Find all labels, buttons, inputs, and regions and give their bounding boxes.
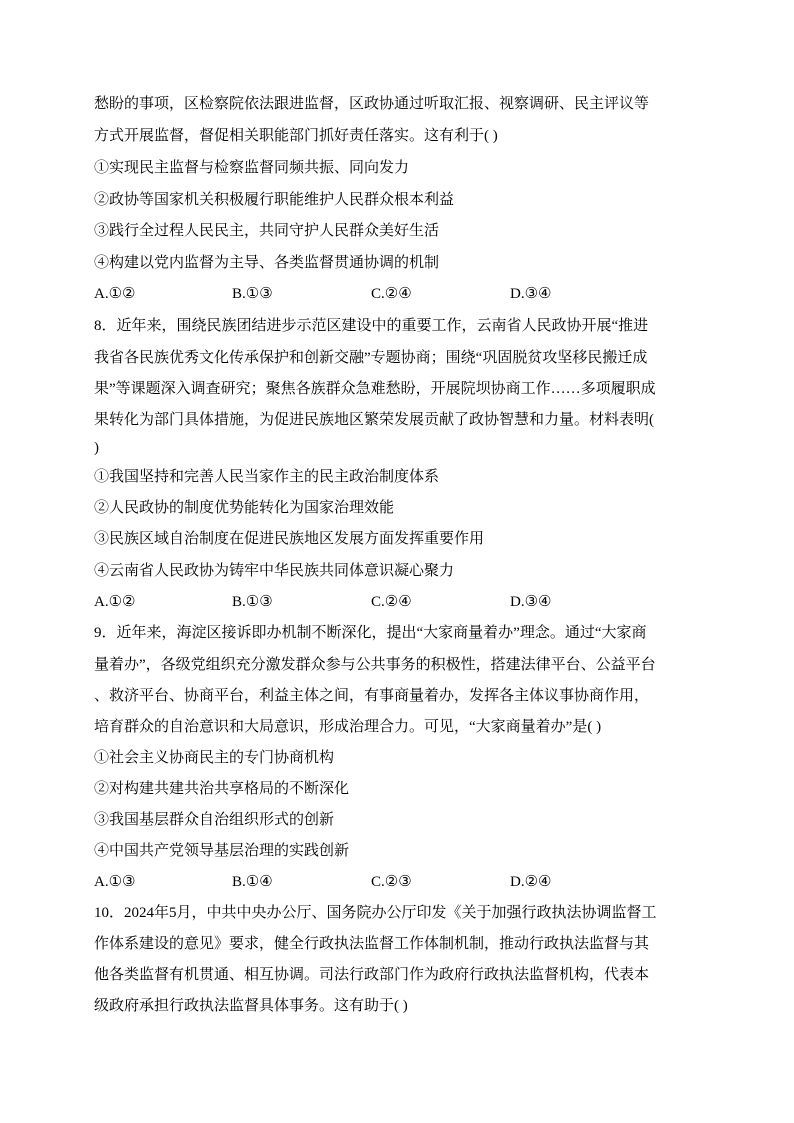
q10-stem-line-3: 他各类监督有机贯通、相互协调。司法行政部门作为政府行政执法监督机构，代表本 <box>94 967 650 983</box>
q9-option-c: C.②③ <box>371 874 412 890</box>
q7-options <box>94 284 714 304</box>
q9-option-b: B.①④ <box>232 874 273 890</box>
q8-item-3: ③民族区域自治制度在促进民族地区发展方面发挥重要作用 <box>94 531 485 547</box>
q9-item-4: ④中国共产党领导基层治理的实践创新 <box>94 843 350 859</box>
q8-option-a: A.①② <box>94 594 136 610</box>
q8-options <box>94 592 714 612</box>
q9-option-a: A.①③ <box>94 874 136 890</box>
q9-options <box>94 872 714 892</box>
q7-option-b: B.①③ <box>232 286 273 302</box>
q7-stem-line-2: 方式开展监督，督促相关职能部门抓好责任落实。这有利于( ) <box>94 128 498 144</box>
q9-item-2: ②对构建共建共治共享格局的不断深化 <box>94 781 350 797</box>
q9-stem-line-4: 培育群众的自治意识和大局意识，形成治理合力。可见，“大家商量着办”是( ) <box>94 719 602 735</box>
q8-stem-line-1: 8．近年来，围绕民族团结进步示范区建设中的重要工作，云南省人民政协开展“推进 <box>94 318 649 334</box>
q7-stem-line-1: 愁盼的事项，区检察院依法跟进监督，区政协通过听取汇报、视察调研、民主评议等 <box>94 96 650 112</box>
q8-stem-line-3: 果”等课题深入调查研究；聚焦各族群众急难愁盼，开展院坝协商工作……多项履职成 <box>94 381 656 397</box>
q10-stem-line-2: 作体系建设的意见》要求，健全行政执法监督工作体制机制，推动行政执法监督与其 <box>94 936 650 952</box>
q7-option-a: A.①② <box>94 286 136 302</box>
q9-item-1: ①社会主义协商民主的专门协商机构 <box>94 750 335 766</box>
q7-item-3: ③践行全过程人民民主，共同守护人民群众美好生活 <box>94 223 440 239</box>
q8-option-b: B.①③ <box>232 594 273 610</box>
q7-item-1: ①实现民主监督与检察监督同频共振、同向发力 <box>94 160 410 176</box>
q8-stem-line-4: 果转化为部门具体措施，为促进民族地区繁荣发展贡献了政协智慧和力量。材料表明( <box>94 412 654 428</box>
q8-item-2: ②人民政协的制度优势能转化为国家治理效能 <box>94 500 395 516</box>
q7-option-d: D.③④ <box>510 286 552 302</box>
q7-option-c: C.②④ <box>371 286 412 302</box>
q10-stem-line-1: 10．2024年5月，中共中央办公厅、国务院办公厅印发《关于加强行政执法协调监督工 <box>94 905 657 921</box>
q8-stem-line-2: 我省各民族优秀文化传承保护和创新交融”专题协商；围绕“巩固脱贫攻坚移民搬迁成 <box>94 350 648 366</box>
q9-stem-line-2: 量着办”，各级党组织充分激发群众参与公共事务的积极性，搭建法律平台、公益平台 <box>94 657 656 673</box>
q8-item-1: ①我国坚持和完善人民当家作主的民主政治制度体系 <box>94 469 440 485</box>
q9-item-3: ③我国基层群众自治组织形式的创新 <box>94 812 335 828</box>
q10-stem-line-4: 级政府承担行政执法监督具体事务。这有助于( ) <box>94 998 408 1014</box>
q8-stem-line-5: ) <box>94 440 99 456</box>
q8-option-c: C.②④ <box>371 594 412 610</box>
q8-item-4: ④云南省人民政协为铸牢中华民族共同体意识凝心聚力 <box>94 563 455 579</box>
q7-item-4: ④构建以党内监督为主导、各类监督贯通协调的机制 <box>94 255 440 271</box>
q8-option-d: D.③④ <box>510 594 552 610</box>
q9-stem-line-3: 、救济平台、协商平台，利益主体之间，有事商量着办，发挥各主体议事协商作用， <box>94 688 650 704</box>
q9-option-d: D.②④ <box>510 874 552 890</box>
q7-item-2: ②政协等国家机关积极履行职能维护人民群众根本利益 <box>94 192 455 208</box>
q9-stem-line-1: 9．近年来，海淀区接诉即办机制不断深化，提出“大家商量着办”理念。通过“大家商 <box>94 625 647 641</box>
